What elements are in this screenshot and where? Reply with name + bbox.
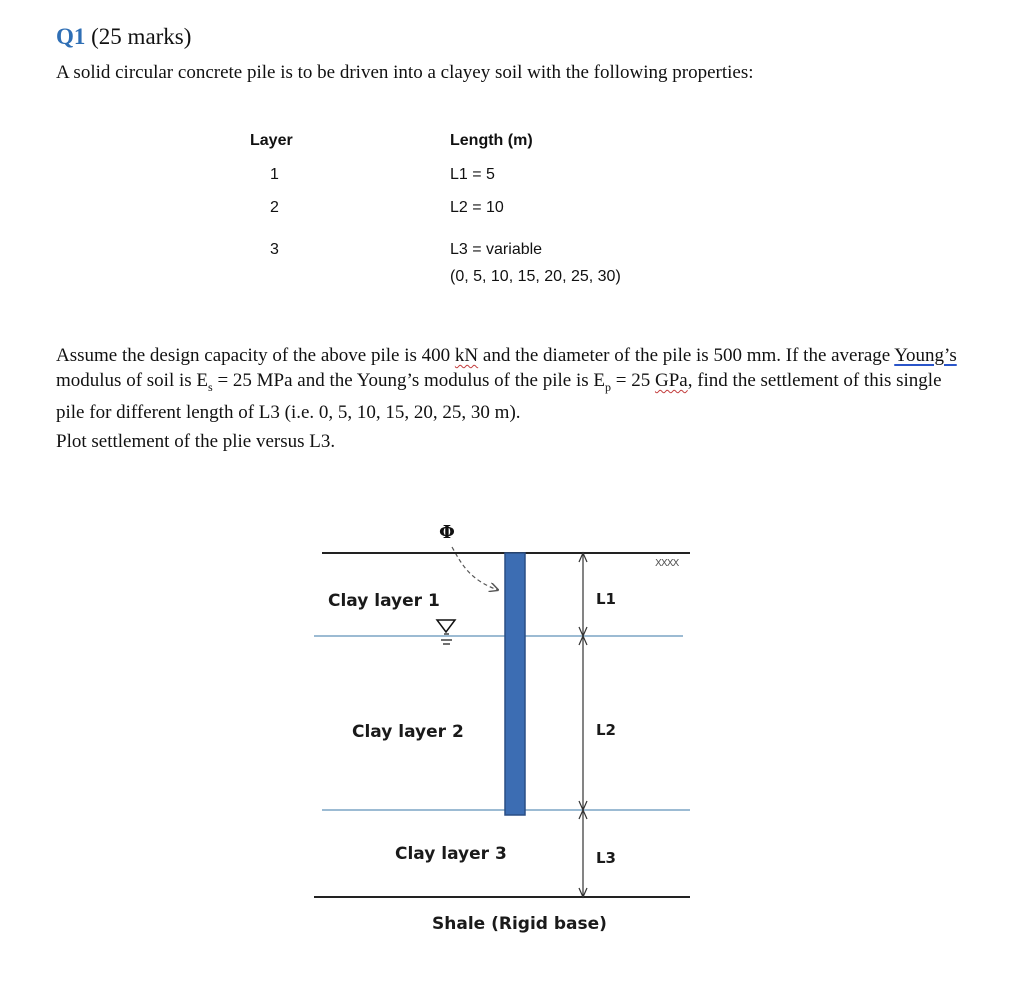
clay-layer-1-label: Clay layer 1 — [328, 591, 440, 611]
ground-hatch: XXXX — [655, 558, 679, 569]
shale-base-label: Shale (Rigid base) — [432, 914, 607, 934]
youngs-underlined: Young’s — [894, 345, 957, 366]
dim-l2-label: L2 — [596, 721, 616, 739]
dimension-lines — [579, 553, 587, 897]
question-number: Q1 — [56, 24, 86, 49]
row1-layer: 1 — [270, 166, 279, 183]
clay-layer-3-label: Clay layer 3 — [395, 844, 507, 864]
unit-gpa: GPa — [654, 370, 688, 391]
concrete-pile — [505, 553, 525, 815]
row3-note: (0, 5, 10, 15, 20, 25, 30) — [450, 268, 621, 285]
row2-length: L2 = 10 — [450, 199, 504, 216]
question-intro: A solid circular concrete pile is to be driven into a clayey soil with the following properties: — [56, 62, 754, 83]
unit-kn: kN — [454, 345, 479, 366]
header-layer: Layer — [250, 132, 293, 149]
dim-l1-label: L1 — [596, 590, 616, 608]
clay-layer-2-label: Clay layer 2 — [352, 722, 464, 742]
row3-length: L3 = variable — [450, 241, 543, 258]
question-marks: (25 marks) — [91, 24, 192, 49]
plot-instruction: Plot settlement of the plie versus L3. — [56, 431, 336, 452]
row1-length: L1 = 5 — [450, 166, 495, 183]
load-symbol: Φ — [439, 522, 455, 543]
header-length: Length (m) — [450, 132, 533, 149]
water-table-icon — [437, 620, 455, 644]
dim-l3-label: L3 — [596, 849, 616, 867]
row3-layer: 3 — [270, 241, 279, 258]
row2-layer: 2 — [270, 199, 279, 216]
problem-paragraph: Assume the design capacity of the above pile is 400 kN and the diameter of the pile is 500 mm. If the average Young’s modulus of soil is $E_s = 25$ MPa and the Young’s modulus of the pile is $E_p = 25$ GPa, find the settlement of this single pile for different length of L3 (i.e. 0, 5, 10, 15, 20, 25, 30 m). — [56, 345, 957, 423]
